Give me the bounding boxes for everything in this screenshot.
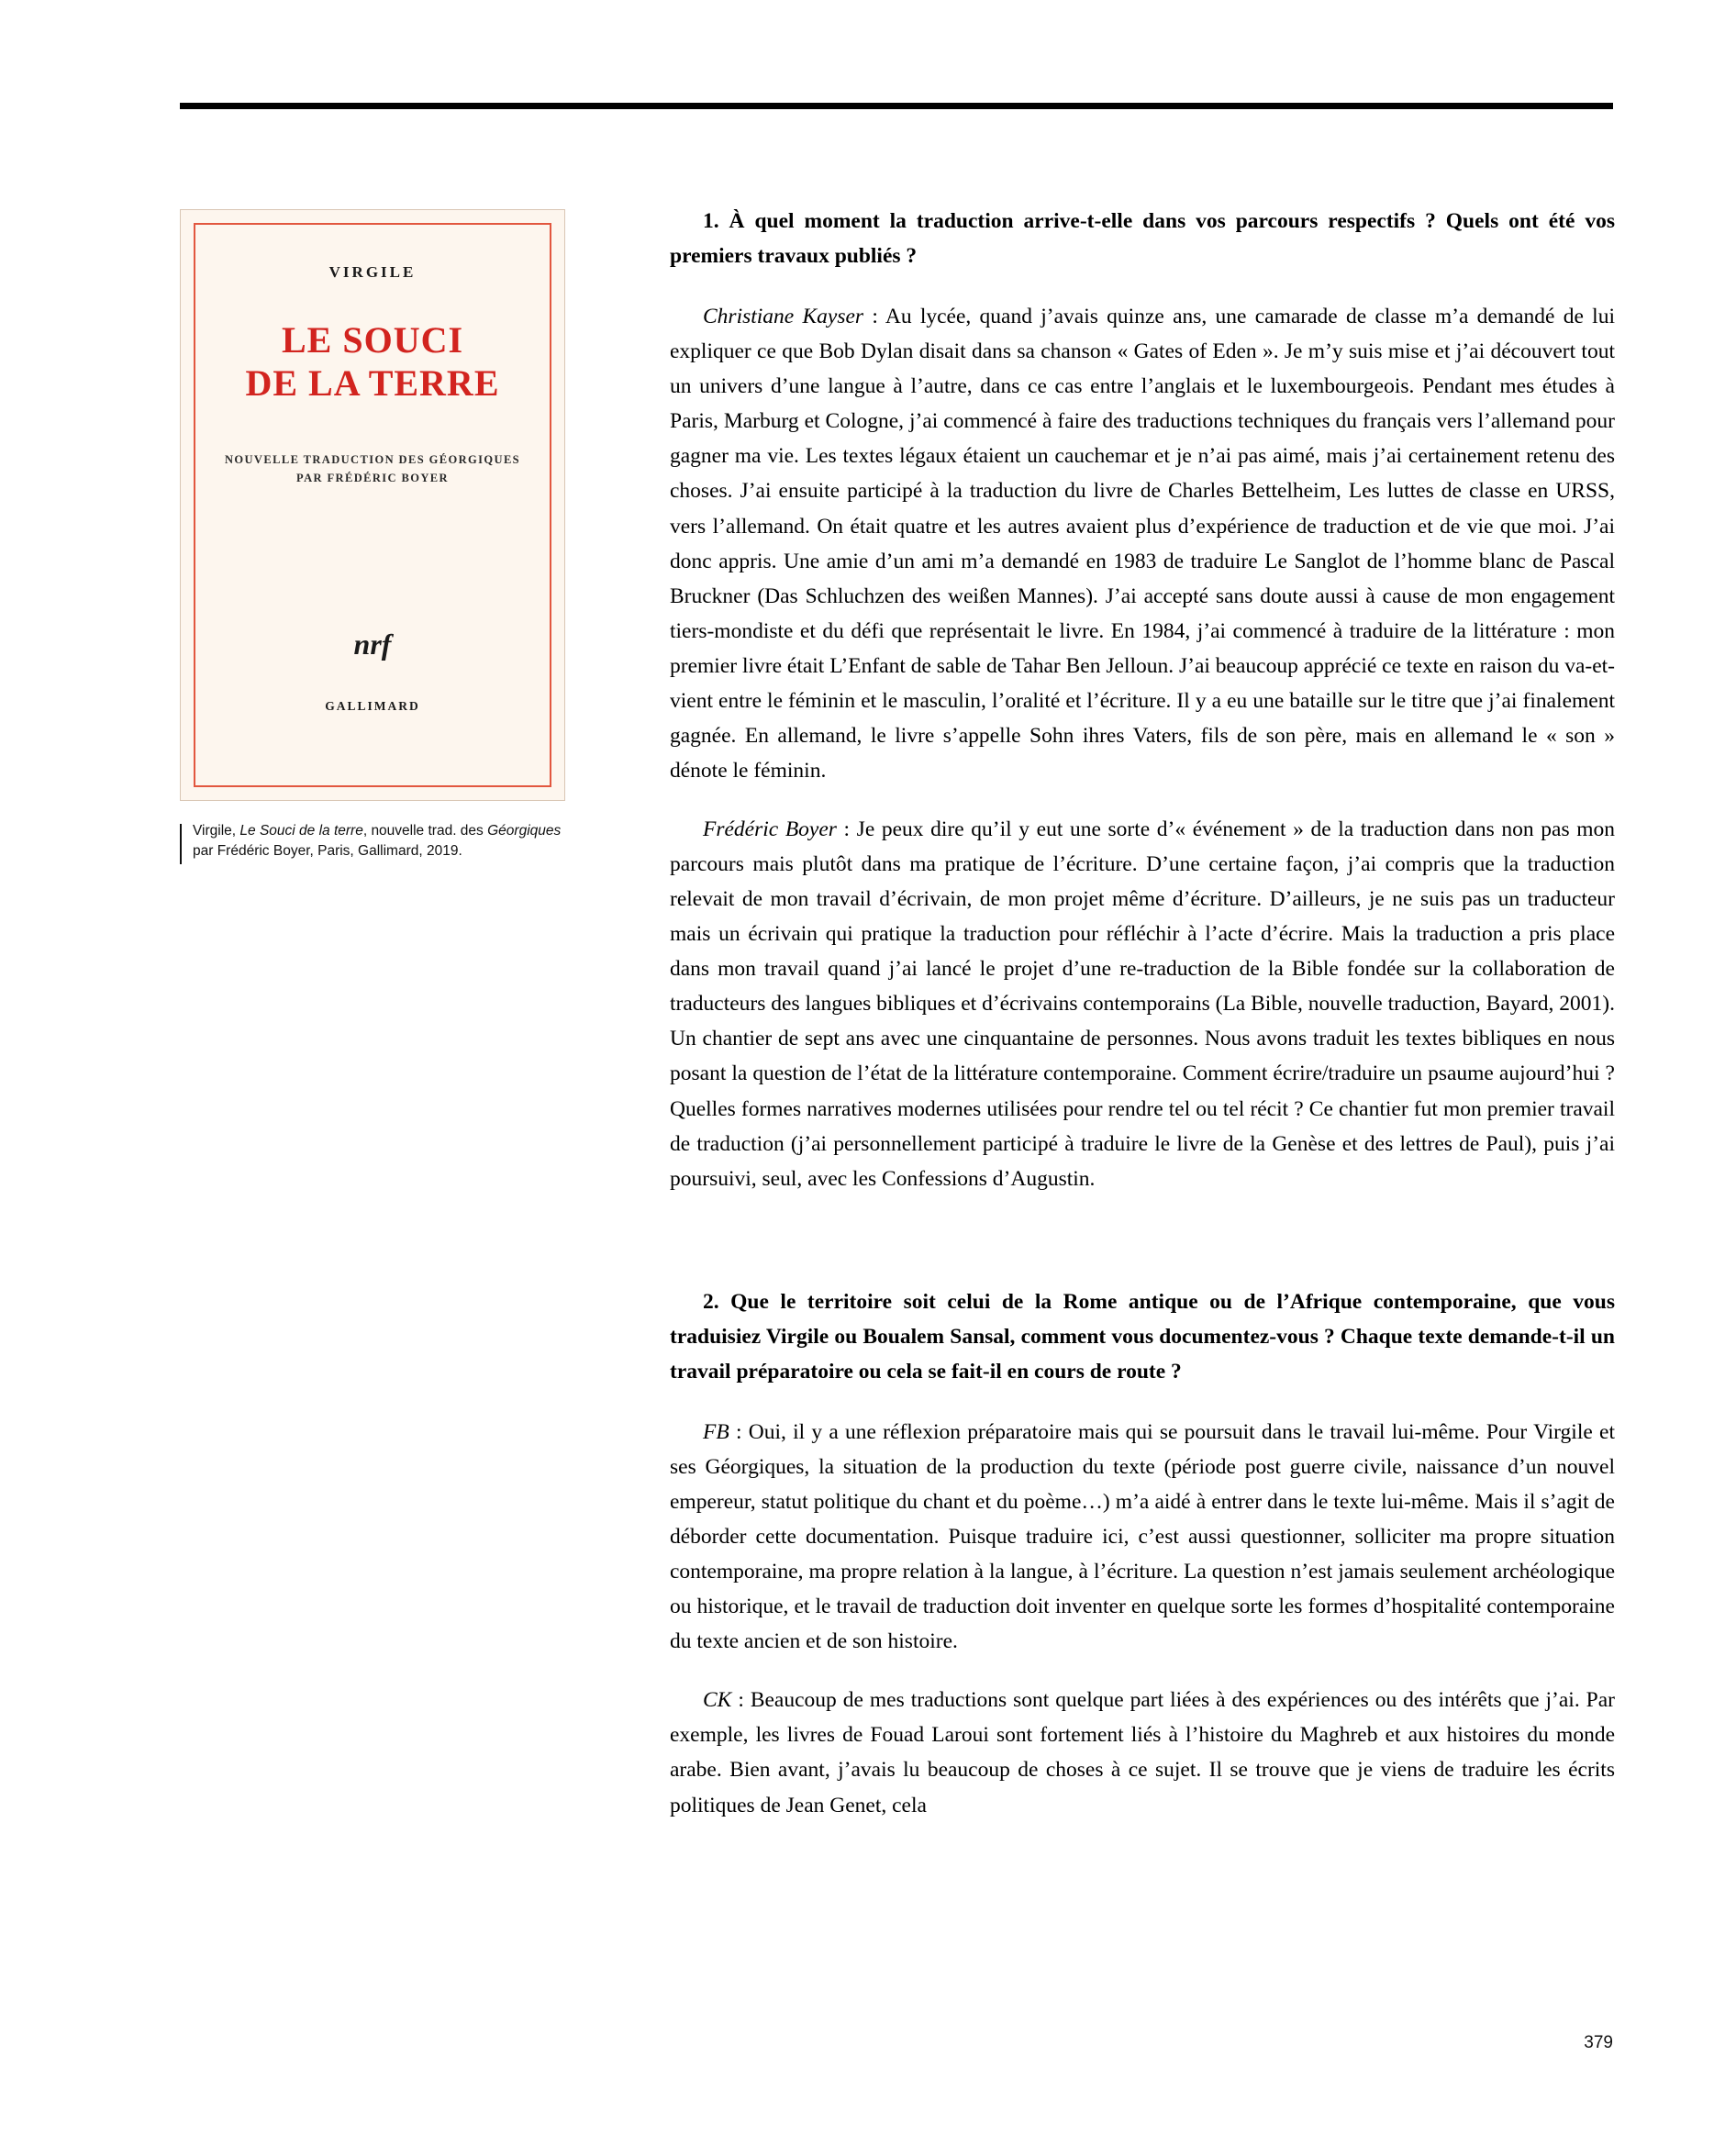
- question-1: 1. À quel moment la traduction arrive-t-elle dans vos parcours respectifs ? Quels ont été vos premiers travaux publiés ?: [670, 209, 1615, 269]
- caption-text-pre: Virgile,: [193, 823, 240, 839]
- figure-column: [180, 209, 593, 862]
- answer-1-kayser-text: : Au lycée, quand j’avais quinze ans, une camarade de classe m’a demandé de lui expliquer ce que Bob Dylan disait dans sa chanson « Gates of Eden ». Je m’y suis mise et j’ai découvert tout un univers d’une langue à l’autre, dans ce cas entre l’anglais et le luxembourgeois. Pendant mes études à Paris, Marburg et Cologne, j’ai commencé à faire des traductions techniques du français vers l’allemand pour gagner ma vie. Les textes légaux étaient un cauchemar et je n’ai pas aimé, mais j’ai certainement retenu des choses. J’ai ensuite participé à la traduction du livre de Charles Bettelheim, Les luttes de classe en URSS, vers l’allemand. On était quatre et les autres avaient plus d’expérience de traduction et de vie que moi. J’ai donc appris. Une amie d’un ami m’a demandé en 1983 de traduire Le Sanglot de l’homme blanc de Pascal Bruckner (Das Schluchzen des weißen Mannes). J’ai accepté sans doute aussi à cause de mon engagement tiers-mondiste et du défi que représentait le livre. En 1984, j’ai commencé à traduire de la littérature : mon premier livre était L’Enfant de sable de Tahar Ben Jelloun. J’ai beaucoup apprécié ce texte en raison du va-et-vient entre le féminin et le masculin, l’oralité et l’écriture. Il y a eu une bataille sur le titre que j’ai finalement gagnée. En allemand, le livre s’appelle Sohn ihres Vaters, fils de son père, mais en allemand le « son » dénote le féminin.: [670, 305, 1615, 783]
- answer-1-boyer: [670, 812, 1615, 1196]
- answer-1-boyer-text: : Je peux dire qu’il y eut une sorte d’« événement » de la traduction dans non pas mon parcours mais plutôt dans ma pratique de l’écriture. D’une certaine façon, j’ai compris que la traduction relevait de mon travail d’écrivain, de mon projet même d’écriture. D’ailleurs, je ne suis pas un traducteur mais un écrivain qui pratique la traduction pour réfléchir à l’acte d’écrire. Mais la traduction a pris place dans mon travail quand j’ai lancé le projet d’une re-traduction de la Bible fondée sur la collaboration de traducteurs des langues bibliques et d’écrivains contemporains (La Bible, nouvelle traduction, Bayard, 2001). Un chantier de sept ans avec une cinquantaine de personnes. Nous avons traduit les textes bibliques en nous posant la question de l’état de la littérature contemporaine. Comment écrire/traduire un psaume aujourd’hui ? Quelles formes narratives modernes utilisées pour rendre tel ou tel récit ? Ce chantier fut mon premier travail de traduction (j’ai personnellement participé à traduire le livre de la Genèse et des lettres de Paul), puis j’ai poursuivi, seul, avec les Confessions d’Augustin.: [670, 817, 1615, 1191]
- header-rule: [180, 103, 1613, 109]
- answer-2-boyer: [670, 1415, 1615, 1659]
- book-cover-author: VIRGILE: [328, 263, 417, 281]
- book-cover-subtitle-line1: NOUVELLE TRADUCTION DES GÉORGIQUES: [224, 453, 521, 466]
- speaker-christiane-kayser: Christiane Kayser: [703, 305, 864, 329]
- speaker-ck: CK: [703, 1688, 732, 1713]
- answer-1-kayser: [670, 299, 1615, 788]
- book-cover-subtitle-line2: PAR FRÉDÉRIC BOYER: [296, 472, 449, 484]
- book-cover-title: [181, 318, 564, 405]
- answer-2-kayser: [670, 1683, 1615, 1822]
- book-cover-subtitle: [181, 450, 564, 487]
- speaker-fb: FB: [703, 1419, 729, 1444]
- caption-line2: par Frédéric Boyer, Paris, Gallimard, 2019.: [193, 843, 462, 860]
- answer-2-kayser-text: : Beaucoup de mes traductions sont quelque part liées à des expériences ou des intérêts que j’ai. Par exemple, les livres de Fouad Laroui sont fortement liés à l’histoire du Maghreb et aux histoires du monde arabe. Bien avant, j’avais lu beaucoup de choses à ce sujet. Il se trouve que je viens de traduire les écrits politiques de Jean Genet, cela: [670, 1688, 1615, 1817]
- text-column: [670, 204, 1615, 1847]
- book-cover-publisher: GALLIMARD: [325, 699, 420, 713]
- caption-georgiques-italic: Géorgiques: [487, 823, 562, 839]
- figure-caption: [180, 821, 596, 862]
- question-2: 2. Que le territoire soit celui de la Rome antique ou de l’Afrique contemporaine, que vous traduisiez Virgile ou Boualem Sansal, comment vous documentez-vous ? Chaque texte demande-t-il un travail préparatoire ou cela se fait-il en cours de route ?: [670, 1289, 1615, 1384]
- book-cover-title-line2: DE LA TERRE: [245, 362, 500, 405]
- book-cover-title-line1: LE SOUCI: [281, 319, 464, 361]
- page-number: 379: [1584, 2033, 1613, 2052]
- nrf-logo-icon: nrf: [353, 628, 392, 661]
- caption-title-italic: Le Souci de la terre: [239, 823, 363, 839]
- speaker-frederic-boyer: Frédéric Boyer: [703, 817, 837, 841]
- book-cover-image: [180, 209, 565, 801]
- answer-2-boyer-text: : Oui, il y a une réflexion préparatoire mais qui se poursuit dans le travail lui-même. Pour Virgile et ses Géorgiques, la situation de la production du texte (période post guerre civile, naissance d’un nouvel empereur, statut politique du chant et du poème…) m’a aidé à entrer dans le texte lui-même. Mais il s’agit de déborder cette documentation. Puisque traduire ici, c’est aussi questionner, solliciter ma propre situation contemporaine, ma propre relation à la langue, à l’écriture. La question n’est jamais seulement archéologique ou historique, et le travail de traduction doit inventer en quelque sorte les formes d’hospitalité contemporaine du texte ancien et de son histoire.: [670, 1419, 1615, 1654]
- caption-text-mid: , nouvelle trad. des: [362, 823, 488, 839]
